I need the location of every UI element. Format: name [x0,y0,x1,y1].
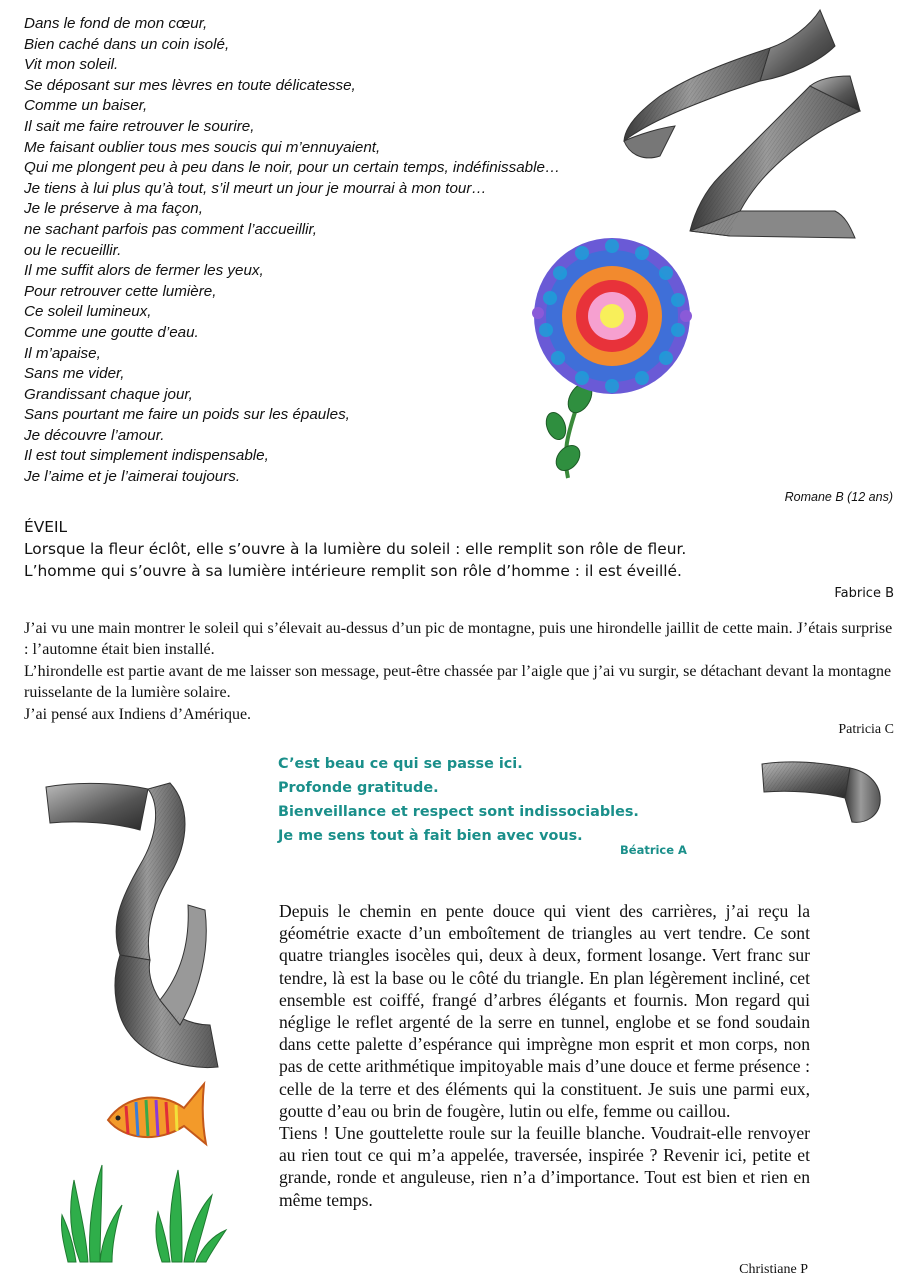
poem-romane-line: Sans pourtant me faire un poids sur les épaules, [24,406,350,424]
beatrice-line: Je me sens tout à fait bien avec vous. [278,828,583,844]
ribbon-drawing-left [40,775,220,1085]
poem-romane-line: ou le recueillir. [24,241,122,259]
signature-christiane: Christiane P [739,1262,808,1277]
patricia-paragraph-2: L’hirondelle est partie avant de me laisser son message, peut-être chassée par l’aigle que j’ai vu surgir, se détachant devant la montagne ruisselante de la lumière solaire. [24,662,892,702]
christiane-paragraph-2: Tiens ! Une gouttelette roule sur la feuille blanche. Voudrait-elle renvoyer au rien tout ce qui m’a appelée, traversée, inspirée ? Revenir ici, petite et grande, ronde et anguleuse, rien n’a d’importance. Tout est bien et rien en même temps. [279,1123,810,1210]
eveil-title: ÉVEIL [24,518,68,536]
text-patricia [24,618,896,725]
poem-romane-line: Il me suffit alors de fermer les yeux, [24,262,264,280]
poem-romane-line: Il est tout simplement indispensable, [24,447,269,465]
grass-drawing [60,1140,230,1265]
poem-romane-line: Grandissant chaque jour, [24,385,193,403]
poem-romane-line: Comme un baiser, [24,97,148,115]
poem-romane-line: Vit mon soleil. [24,56,119,74]
poem-romane-line: Ce soleil lumineux, [24,303,152,321]
poem-romane-line: Bien caché dans un coin isolé, [24,35,230,53]
poem-romane-line: Comme une goutte d’eau. [24,323,199,341]
signature-beatrice: Béatrice A [620,843,687,857]
poem-romane-line: Il sait me faire retrouver le sourire, [24,117,255,135]
patricia-paragraph-1: J’ai vu une main montrer le soleil qui s’élevait au-dessus d’un pic de montagne, puis une hirondelle jaillit de cette main. J’étais surprise : l’automne était bien installé. [24,620,893,659]
eveil-line-2: L’homme qui s’ouvre à sa lumière intérieure remplit son rôle d’homme : il est éveillé. [24,562,682,580]
beatrice-line: Profonde gratitude. [278,780,439,796]
poem-romane-line: Dans le fond de mon cœur, [24,15,208,32]
poem-romane-line: Pour retrouver cette lumière, [24,282,217,300]
fish-drawing [104,1078,210,1148]
poem-romane [24,14,560,488]
ribbon-drawing-top [620,6,870,246]
poem-romane-line: Je le préserve à ma façon, [24,200,203,218]
poem-romane-line: Je découvre l’amour. [24,426,165,444]
text-beatrice [278,752,639,848]
poem-romane-line: Se déposant sur mes lèvres en toute délicatesse, [24,76,356,94]
poem-romane-line: Sans me vider, [24,365,125,383]
poem-romane-line: Il m’apaise, [24,344,101,362]
poem-romane-line: Je l’aime et je l’aimerai toujours. [24,468,241,486]
eveil-section [24,516,904,582]
poem-romane-line: ne sachant parfois pas comment l’accueillir, [24,220,317,238]
poem-romane-line: Qui me plongent peu à peu dans le noir, pour un certain temps, indéfinissable… [24,159,561,177]
signature-fabrice: Fabrice B [834,586,894,601]
poem-romane-line: Me faisant oublier tous mes soucis qui m’ennuyaient, [24,138,381,156]
beatrice-line: C’est beau ce qui se passe ici. [278,756,523,772]
signature-romane: Romane B (12 ans) [784,490,893,504]
text-christiane [279,900,810,1211]
beatrice-line: Bienveillance et respect sont indissociables. [278,804,639,820]
signature-patricia: Patricia C [838,722,894,737]
poem-romane-line: Je tiens à lui plus qu’à tout, s’il meurt un jour je mourrai à mon tour… [24,179,487,197]
eveil-line-1: Lorsque la fleur éclôt, elle s’ouvre à la lumière du soleil : elle remplit son rôle de fleur. [24,540,687,558]
christiane-paragraph-1: Depuis le chemin en pente douce qui vient des carrières, j’ai reçu la géométrie exacte d’un emboîtement de triangles au vert tendre. Ce sont quatre triangles isocèles qui, deux à deux, forment losange. Vert franc sur tendre, là est la base ou le côté du triangle. En plan légèrement incliné, cet ensemble est coiffé, frangé d’arbres élégants et fournis. Mon regard qui néglige le reflet argenté de la serre en tunnel, englobe et se fond soudain dans cette palette d’espérance qui imprègne mon esprit et mon corps, non pas de cette arithmétique impitoyable mais d’une douce et ferme présence : celle de la terre et des éléments qui la constituent. Je suis une parmi eux, goutte d’eau ou brin de fougère, lutin ou elfe, femme ou caillou. [279,901,810,1121]
ribbon-drawing-small [760,758,886,830]
patricia-paragraph-3: J’ai pensé aux Indiens d’Amérique. [24,705,252,723]
